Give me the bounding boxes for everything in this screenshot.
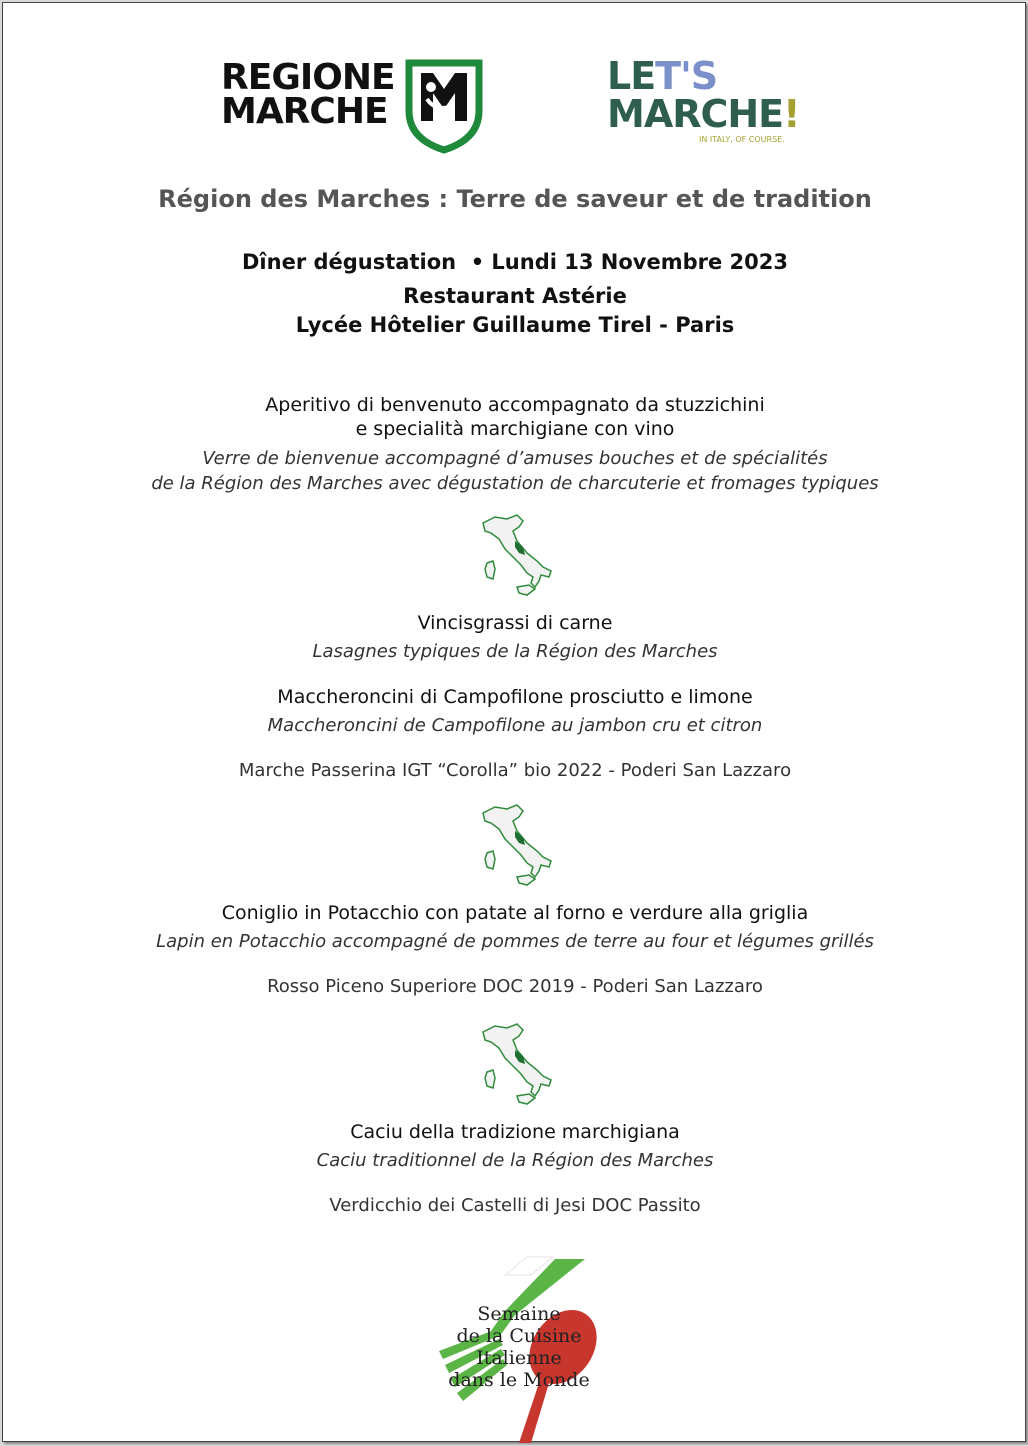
lets-tagline: IN ITALY, OF COURSE. [699,135,785,144]
semaine-line2: de la Cuisine [456,1325,582,1347]
dish3-french: Lapin en Potacchio accompagné de pommes de terre au four et légumes grillés [156,931,874,952]
regione-marche-logo-text [221,57,395,132]
italy-map-icon [477,801,557,891]
dish2-french: Maccheroncini de Campofilone au jambon cru et citron [267,715,763,736]
aperitivo-french-line1: Verre de bienvenue accompagné d’amuses bouches et de spécialités [202,448,828,469]
semaine-line1: Semaine [477,1303,561,1325]
venue-name: Restaurant Astérie [403,284,627,308]
lets-marche-word: MARCHE [607,92,784,136]
semaine-cuisine-logo-text [439,1303,599,1391]
regione-line2: MARCHE [221,91,388,132]
dish4-french: Caciu traditionnel de la Région des Marches [316,1150,714,1171]
aperitivo-italian-line1: Aperitivo di benvenuto accompagnato da stuzzichini [265,394,765,416]
wine2: Rosso Piceno Superiore DOC 2019 - Poderi San Lazzaro [267,976,763,997]
regione-marche-shield-icon [405,59,483,154]
lets-marche-logo [607,54,800,144]
lets-part-a: LE [607,54,656,98]
dish2-italian: Maccheroncini di Campofilone prosciutto e limone [277,686,753,708]
wine3: Verdicchio dei Castelli di Jesi DOC Passito [329,1195,701,1216]
dish3-italian: Coniglio in Potacchio con patate al forno e verdure alla griglia [221,902,809,924]
page-subtitle: Région des Marches : Terre de saveur et de tradition [158,185,872,213]
aperitivo-french-line2: de la Région des Marches avec dégustation de charcuterie et fromages typiques [151,473,879,494]
event-line: Dîner dégustation • Lundi 13 Novembre 2023 [242,250,788,274]
regione-line1: REGIONE [221,57,395,98]
italy-map-icon [477,1020,557,1110]
menu-page [2,2,1026,1442]
semaine-line3: Italienne [476,1347,562,1369]
dish1-italian: Vincisgrassi di carne [417,612,613,634]
lets-part-b: T'S [655,54,718,98]
school-name: Lycée Hôtelier Guillaume Tirel - Paris [295,313,735,337]
aperitivo-italian-line2: e specialità marchigiane con vino [355,418,675,440]
dish4-italian: Caciu della tradizione marchigiana [350,1121,680,1143]
dish1-french: Lasagnes typiques de la Région des Marches [312,641,718,662]
italy-map-icon [477,511,557,601]
semaine-line4: dans le Monde [448,1369,590,1391]
lets-exclamation: ! [783,92,800,136]
wine1: Marche Passerina IGT “Corolla” bio 2022 - Poderi San Lazzaro [238,760,792,781]
